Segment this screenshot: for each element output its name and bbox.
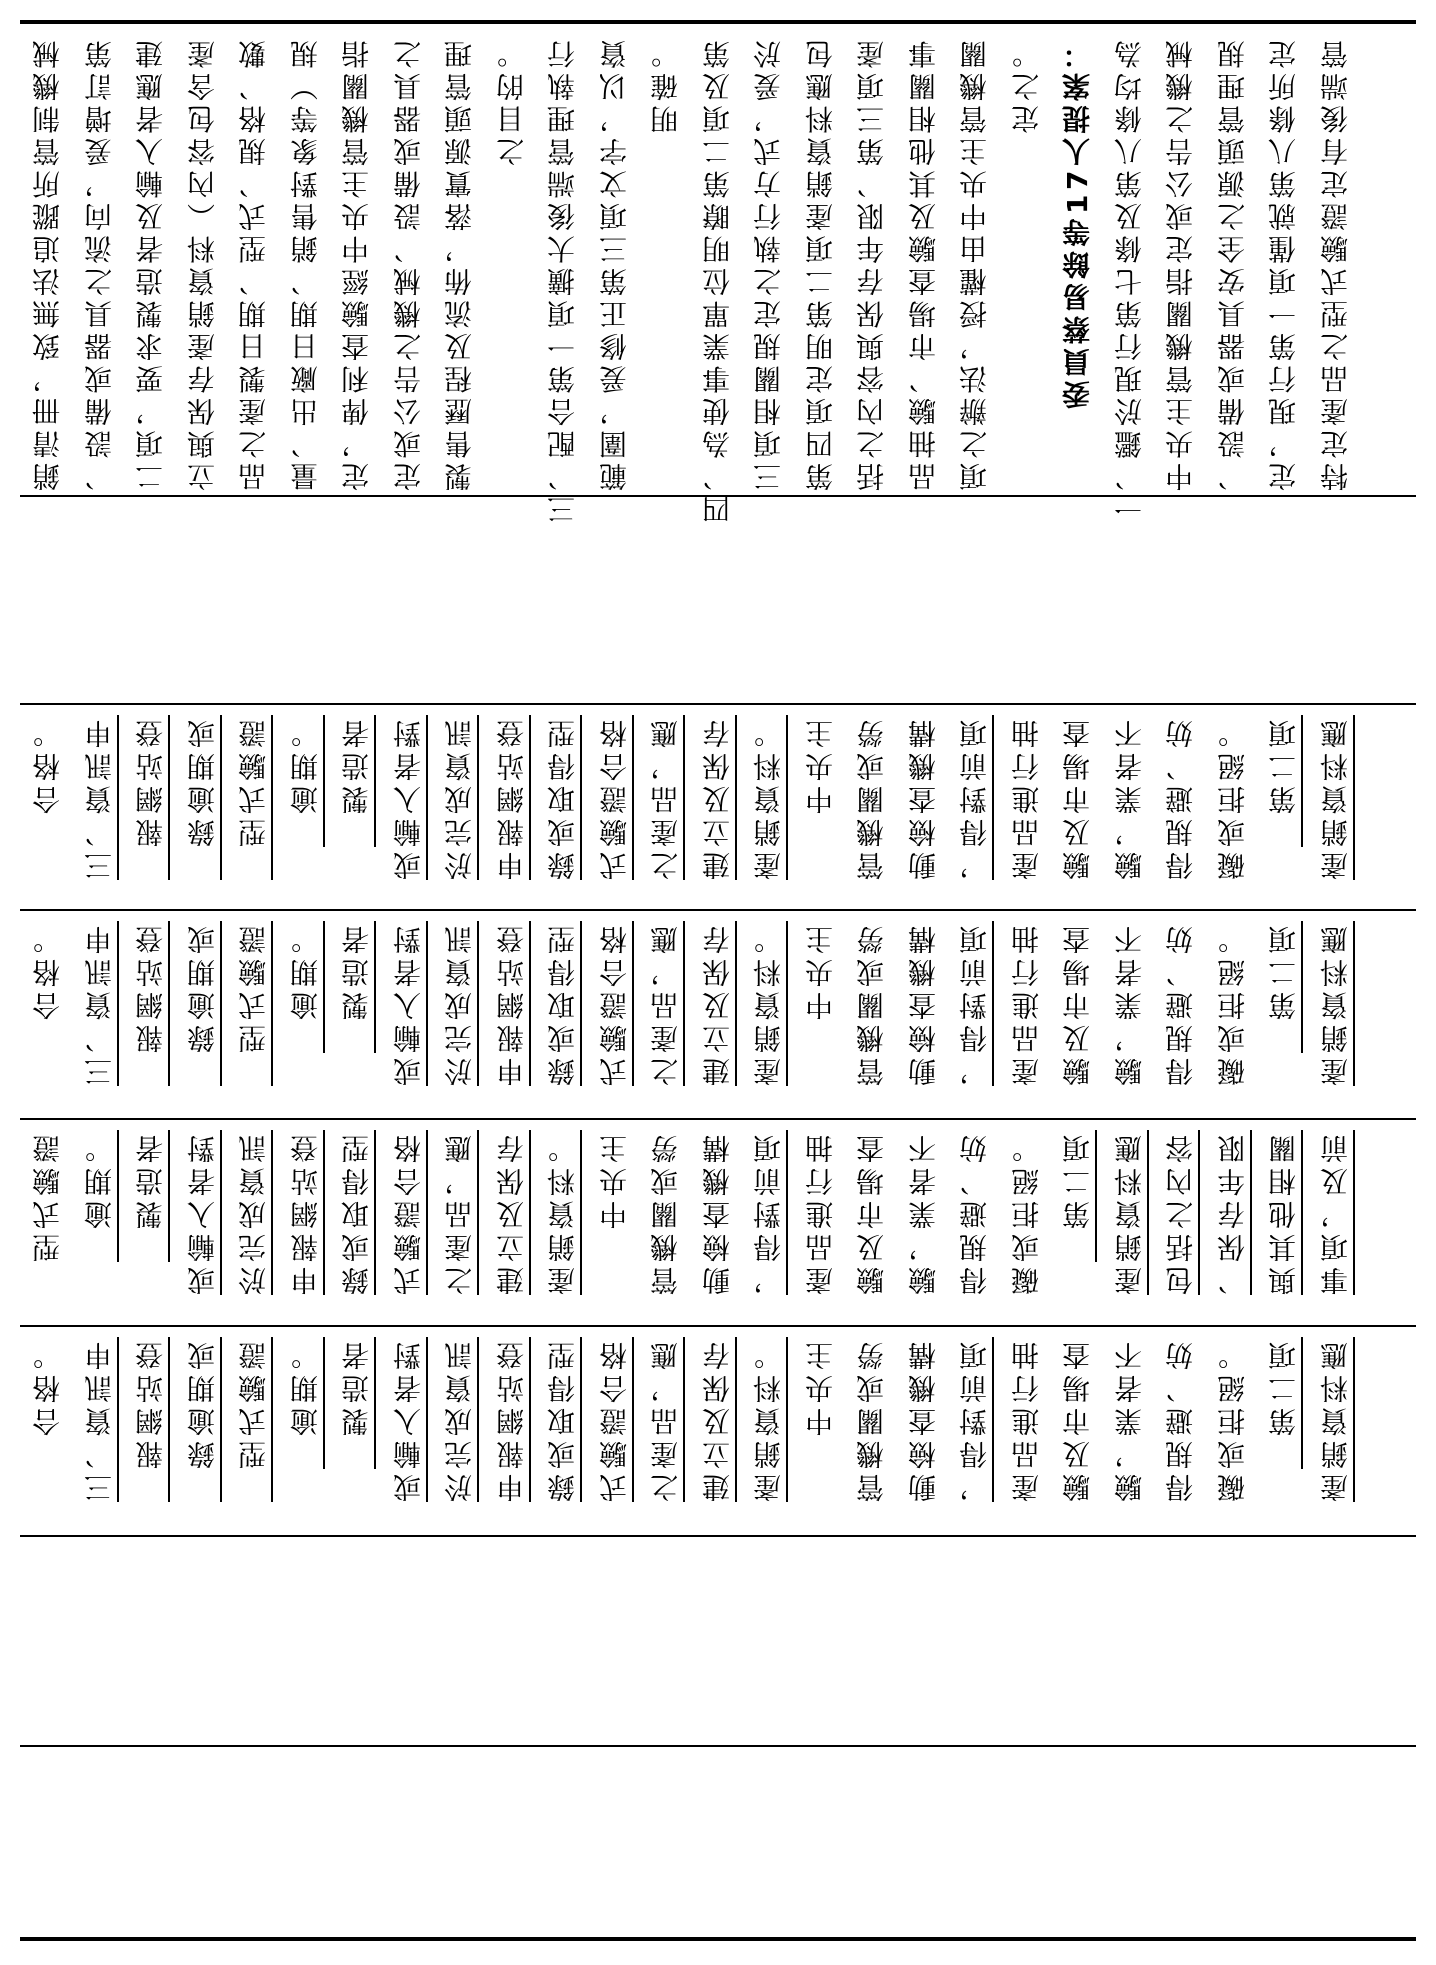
- band2-text-column: 合格。: [31, 715, 64, 814]
- band5-text-column: 驗及市場查: [1061, 1337, 1094, 1502]
- top_band-text-column: 明確。: [649, 36, 682, 134]
- band2-text-column: 第二項: [1267, 715, 1300, 847]
- band5-text-column: 於完成資訊: [443, 1337, 476, 1502]
- top_band-text-column: 二項，要求製造者及輸入者應建: [134, 36, 167, 491]
- band5-text-column: 合格。: [31, 1337, 64, 1436]
- bottom-border: [20, 1937, 1416, 1941]
- band5-text-column: 錄或取得型: [546, 1337, 579, 1502]
- band4-text-column: 錄或取得型: [340, 1130, 373, 1295]
- band3-text-column: 型式驗證: [237, 921, 270, 1086]
- band5-text-column: 礙或拒絕。: [1215, 1337, 1249, 1502]
- top_band-text-column: 量、出廠日期、銷售對象等）規: [288, 36, 322, 491]
- band4-text-column: 事項，及前: [1318, 1130, 1352, 1295]
- band4-text-column: 動檢查機構: [700, 1130, 734, 1295]
- band3-text-column: 產品進行抽: [1009, 921, 1043, 1086]
- band5-text-column: ，得對前項: [958, 1337, 991, 1502]
- row-divider: [20, 1535, 1416, 1537]
- band3-text-column: 錄逾期或: [185, 921, 219, 1086]
- band5-text-column: 式驗證合格: [597, 1337, 631, 1502]
- top_band-text-column: 括之內容與保存年限、第三項產: [855, 36, 888, 491]
- band5-text-column: 得規避、妨: [1164, 1337, 1197, 1502]
- top_band-text-column: 、設備或器具安全之源頭管理規: [1215, 36, 1249, 491]
- top_band-text-column: 特定產品之型式驗證定有後端管: [1318, 36, 1352, 491]
- band5-text-column: 管機關或勞: [855, 1337, 888, 1502]
- clause-band-2: [20, 911, 1416, 1117]
- band5-text-column: 逾期。: [288, 1337, 322, 1469]
- top_band-text-column: 第四項定明第二項產銷資料應包: [803, 36, 837, 491]
- clause-band-1: [20, 705, 1416, 908]
- band5-text-column: 之產品，應: [649, 1337, 682, 1502]
- top_band-text-column: 立與保存產銷資料（內容包含產: [185, 36, 219, 491]
- top_band-text-column: 定，現行第一項僅就第八條所定: [1267, 36, 1300, 491]
- band5-text-column: 第二項: [1267, 1337, 1300, 1469]
- top_band-text-column: 中央主管機關指定或公告之機械: [1164, 36, 1197, 491]
- band4-text-column: 驗，業者不: [906, 1130, 940, 1295]
- band3-text-column: 產銷資料應: [1318, 921, 1352, 1086]
- top_band-text-column: 定之。: [1009, 36, 1043, 134]
- band2-text-column: 或輸入者對: [391, 715, 425, 880]
- band5-text-column: 動檢查機構: [906, 1337, 940, 1502]
- band2-text-column: 型式驗證: [237, 715, 270, 880]
- band2-text-column: 於完成資訊: [443, 715, 476, 880]
- band3-text-column: 第二項: [1267, 921, 1300, 1053]
- band2-text-column: 得規避、妨: [1164, 715, 1197, 880]
- band2-text-column: 產銷資料。: [752, 715, 785, 880]
- top_band-text-column: 一、鑑於現行第七條及第八條均為: [1112, 36, 1146, 524]
- top_band-text-column: 委員蔡易餘等17人提案：: [1061, 36, 1094, 409]
- band2-text-column: 建立及保存: [700, 715, 734, 880]
- top_band-text-column: 製售歷程及流佈，落實源頭管理: [443, 36, 476, 491]
- band4-text-column: 或輸入者對: [185, 1130, 219, 1295]
- band5-text-column: 製造者: [340, 1337, 373, 1469]
- top_band-text-column: 品之產製日期、型式、規格、數: [237, 36, 270, 491]
- band3-text-column: 之產品，應: [649, 921, 682, 1086]
- band3-text-column: 申報網站登: [494, 921, 528, 1086]
- band2-text-column: 礙或拒絕。: [1215, 715, 1249, 880]
- band2-text-column: 申報網站登: [494, 715, 528, 880]
- band2-text-column: 逾期。: [288, 715, 322, 847]
- band3-text-column: 或輸入者對: [391, 921, 425, 1086]
- band3-text-column: 管機關或勞: [855, 921, 888, 1086]
- band5-text-column: 或輸入者對: [391, 1337, 425, 1502]
- band4-text-column: 逾期。: [82, 1130, 116, 1262]
- band2-text-column: 管機關或勞: [855, 715, 888, 880]
- top_band-text-column: 四、為使事業單位明瞭第二項及第: [700, 36, 734, 524]
- band3-text-column: 報網站登: [134, 921, 167, 1086]
- band5-text-column: 產銷資料。: [752, 1337, 785, 1502]
- band4-text-column: 產銷資料。: [546, 1130, 579, 1295]
- band3-text-column: 三、資訊申: [82, 921, 116, 1086]
- band4-text-column: 驗及市場查: [855, 1130, 888, 1295]
- top_band-text-column: 三項相關規定之執行方式，爰於: [752, 36, 785, 491]
- band2-text-column: ，得對前項: [958, 715, 991, 880]
- band2-text-column: 報網站登: [134, 715, 167, 880]
- band5-text-column: 產銷資料應: [1318, 1337, 1352, 1502]
- band4-text-column: 之產品，應: [443, 1130, 476, 1295]
- band4-text-column: 礙或拒絕。: [1009, 1130, 1043, 1295]
- top_band-text-column: 範圍，爰修正第三項文字，以資: [597, 36, 631, 491]
- band4-text-column: 產銷資料應: [1112, 1130, 1146, 1295]
- band4-text-column: 建立及保存: [494, 1130, 528, 1295]
- band3-text-column: 錄或取得型: [546, 921, 579, 1086]
- band2-text-column: 之產品，應: [649, 715, 682, 880]
- top_band-text-column: 三、配合第一項擴大後端管理執行: [546, 36, 579, 524]
- band3-text-column: 得規避、妨: [1164, 921, 1197, 1086]
- band4-text-column: 與其他相關: [1267, 1130, 1300, 1295]
- band5-text-column: 錄逾期或: [185, 1337, 219, 1502]
- band4-text-column: 、保存年限: [1215, 1130, 1249, 1295]
- band5-text-column: 中央主: [803, 1337, 837, 1469]
- top_band-text-column: 定或公告之機械、設備或器具之: [391, 36, 425, 491]
- band4-text-column: 包括之內容: [1164, 1130, 1197, 1295]
- band3-text-column: 建立及保存: [700, 921, 734, 1086]
- band4-text-column: 申報網站登: [288, 1130, 322, 1295]
- band3-text-column: 於完成資訊: [443, 921, 476, 1086]
- top_band-text-column: 品抽驗、市場查驗及其他相關事: [906, 36, 940, 491]
- band5-text-column: 建立及保存: [700, 1337, 734, 1502]
- band3-text-column: 動檢查機構: [906, 921, 940, 1086]
- band5-text-column: 型式驗證: [237, 1337, 270, 1502]
- band3-text-column: 中央主: [803, 921, 837, 1053]
- clause-band-4: [20, 1327, 1416, 1534]
- top_band-text-column: 之目的。: [494, 36, 528, 166]
- band3-text-column: ，得對前項: [958, 921, 991, 1086]
- band5-text-column: 驗，業者不: [1112, 1337, 1146, 1502]
- top_band-text-column: 、設備或器具之流向，爰增訂第: [82, 36, 116, 491]
- band2-text-column: 錄逾期或: [185, 715, 219, 880]
- band3-text-column: 礙或拒絕。: [1215, 921, 1249, 1086]
- band2-text-column: 製造者: [340, 715, 373, 847]
- band4-text-column: ，得對前項: [752, 1130, 785, 1295]
- explanation-band: [20, 24, 1416, 524]
- band3-text-column: 製造者: [340, 921, 373, 1053]
- band4-text-column: 第二項: [1061, 1130, 1094, 1262]
- band4-text-column: 中央主: [597, 1130, 631, 1262]
- band2-text-column: 產品進行抽: [1009, 715, 1043, 880]
- band3-text-column: 合格。: [31, 921, 64, 1020]
- band2-text-column: 三、資訊申: [82, 715, 116, 880]
- band5-text-column: 報網站登: [134, 1337, 167, 1502]
- band2-text-column: 錄或取得型: [546, 715, 579, 880]
- band4-text-column: 得規避、妨: [958, 1130, 991, 1295]
- band4-text-column: 於完成資訊: [237, 1130, 270, 1295]
- band4-text-column: 管機關或勞: [649, 1130, 682, 1295]
- band3-text-column: 驗，業者不: [1112, 921, 1146, 1086]
- band5-text-column: 產品進行抽: [1009, 1337, 1043, 1502]
- band2-text-column: 驗，業者不: [1112, 715, 1146, 880]
- band2-text-column: 動檢查機構: [906, 715, 940, 880]
- band3-text-column: 逾期。: [288, 921, 322, 1053]
- band3-text-column: 式驗證合格: [597, 921, 631, 1086]
- top_band-text-column: 項之辦法，授權由中央主管機關: [958, 36, 991, 491]
- band4-text-column: 型式驗證: [31, 1130, 64, 1295]
- band2-text-column: 驗及市場查: [1061, 715, 1094, 880]
- top_band-text-column: 銷清冊，致無法追蹤所管制機械: [31, 36, 64, 491]
- band4-text-column: 式驗證合格: [391, 1130, 425, 1295]
- top_band-text-column: 定，俾利查驗經中央主管機關指: [340, 36, 373, 491]
- row-divider: [20, 1745, 1416, 1747]
- band3-text-column: 驗及市場查: [1061, 921, 1094, 1086]
- clause-band-3: [20, 1120, 1416, 1324]
- band2-text-column: 中央主: [803, 715, 837, 847]
- band5-text-column: 三、資訊申: [82, 1337, 116, 1502]
- band3-text-column: 產銷資料。: [752, 921, 785, 1086]
- band2-text-column: 式驗證合格: [597, 715, 631, 880]
- band2-text-column: 產銷資料應: [1318, 715, 1352, 880]
- band5-text-column: 申報網站登: [494, 1337, 528, 1502]
- band4-text-column: 製造者: [134, 1130, 167, 1262]
- band4-text-column: 產品進行抽: [803, 1130, 837, 1295]
